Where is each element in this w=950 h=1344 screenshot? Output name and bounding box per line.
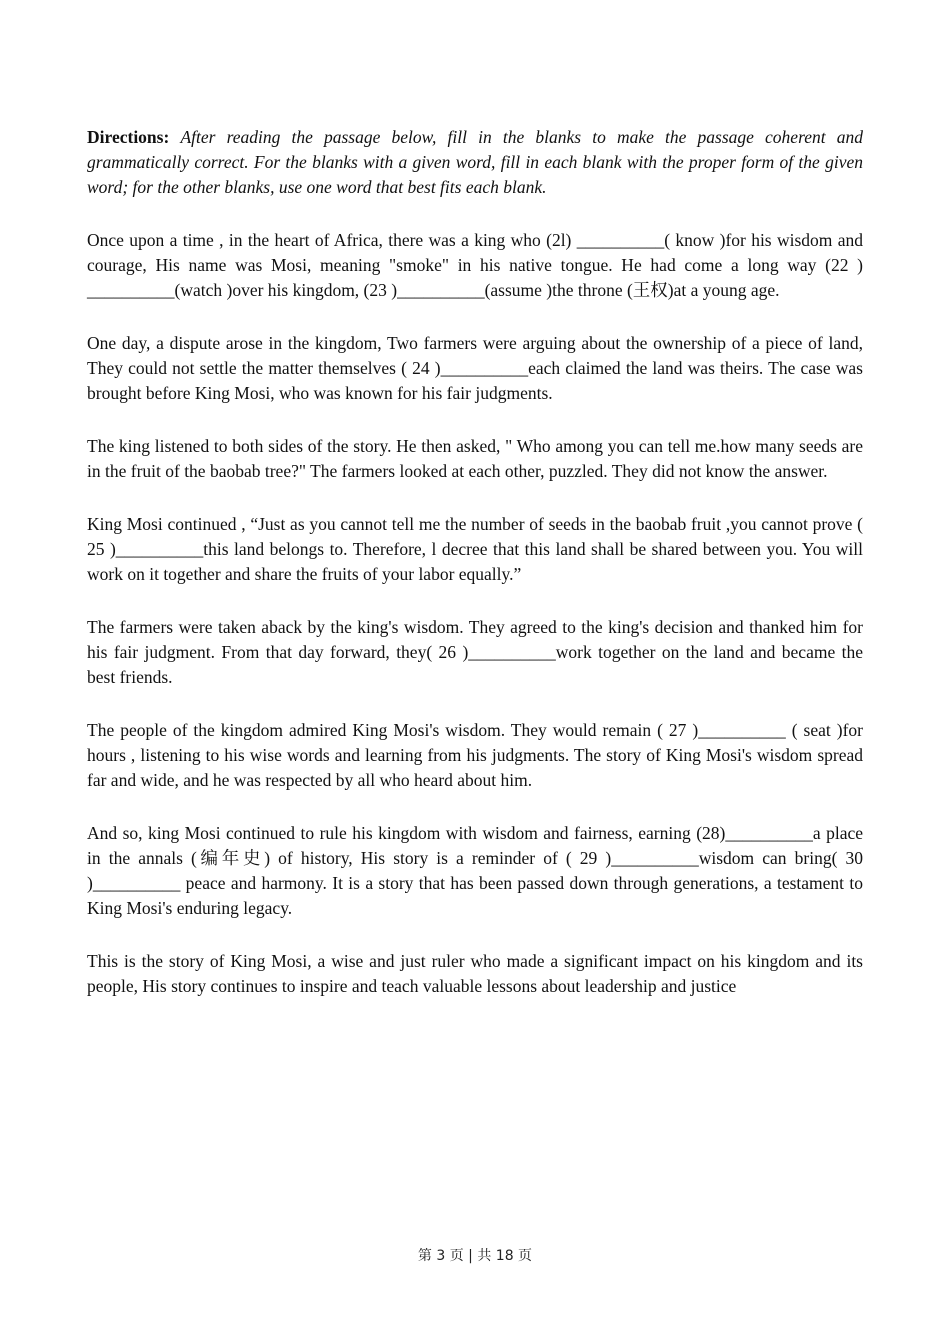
directions-text: After reading the passage below, fill in the blanks to make the passage coherent and grammatically correct. For the blanks with a given word, fill in each blank with the proper form of the given word; for the other blanks, use one word that best fits each blank. [87, 127, 864, 197]
passage-paragraph-4: King Mosi continued , “Just as you cannot tell me the number of seeds in the baobab fruit ,you cannot prove ( 25 )__________this land belongs to. Therefore, l decree that this land shall be shared between you. You will work on it together and share the fruits of your labor equally.” [87, 514, 863, 584]
passage-paragraph-1: Once upon a time , in the heart of Africa, there was a king who (2l) __________( know )for his wisdom and courage, His name was Mosi, meaning "smoke" in his native tongue. He had come a long way (22 ) __________(watch )over his kingdom, (23 )__________(assume )the throne (王权)at a young age. [87, 230, 863, 300]
page-footer [0, 1245, 950, 1265]
passage-paragraph-5: The farmers were taken aback by the king's wisdom. They agreed to the king's decision and thanked him for his fair judgment. From that day forward, they( 26 )__________work together on the land and became the best friends. [87, 617, 863, 687]
page-number-label: 第 3 页 | 共 18 页 [417, 1248, 533, 1264]
passage-paragraph-2: One day, a dispute arose in the kingdom, Two farmers were arguing about the ownership of a piece of land, They could not settle the matter themselves ( 24 )__________each claimed the land was theirs. The case was brought before King Mosi, who was known for his fair judgments. [87, 333, 863, 403]
directions-paragraph [87, 125, 863, 200]
directions-label: Directions: [87, 127, 170, 147]
passage-paragraph-3: The king listened to both sides of the story. He then asked, " Who among you can tell me.how many seeds are in the fruit of the baobab tree?" The farmers looked at each other, puzzled. They did not know the answer. [87, 436, 863, 481]
passage-paragraph-8: This is the story of King Mosi, a wise and just ruler who made a significant impact on his kingdom and its people, His story continues to inspire and teach valuable lessons about leadership and justice [87, 951, 863, 996]
passage-paragraph-7: And so, king Mosi continued to rule his kingdom with wisdom and fairness, earning (28)__________a place in the annals (编年史) of history, His story is a reminder of ( 29 )__________wisdom can bring( 30 )__________ peace and harmony. It is a story that has been passed down through generations, a testament to King Mosi's enduring legacy. [87, 823, 863, 918]
document-body [87, 125, 863, 1027]
passage-paragraph-6: The people of the kingdom admired King Mosi's wisdom. They would remain ( 27 )__________ ( seat )for hours , listening to his wise words and learning from his judgments. The story of King Mosi's wisdom spread far and wide, and he was respected by all who heard about him. [87, 720, 863, 790]
